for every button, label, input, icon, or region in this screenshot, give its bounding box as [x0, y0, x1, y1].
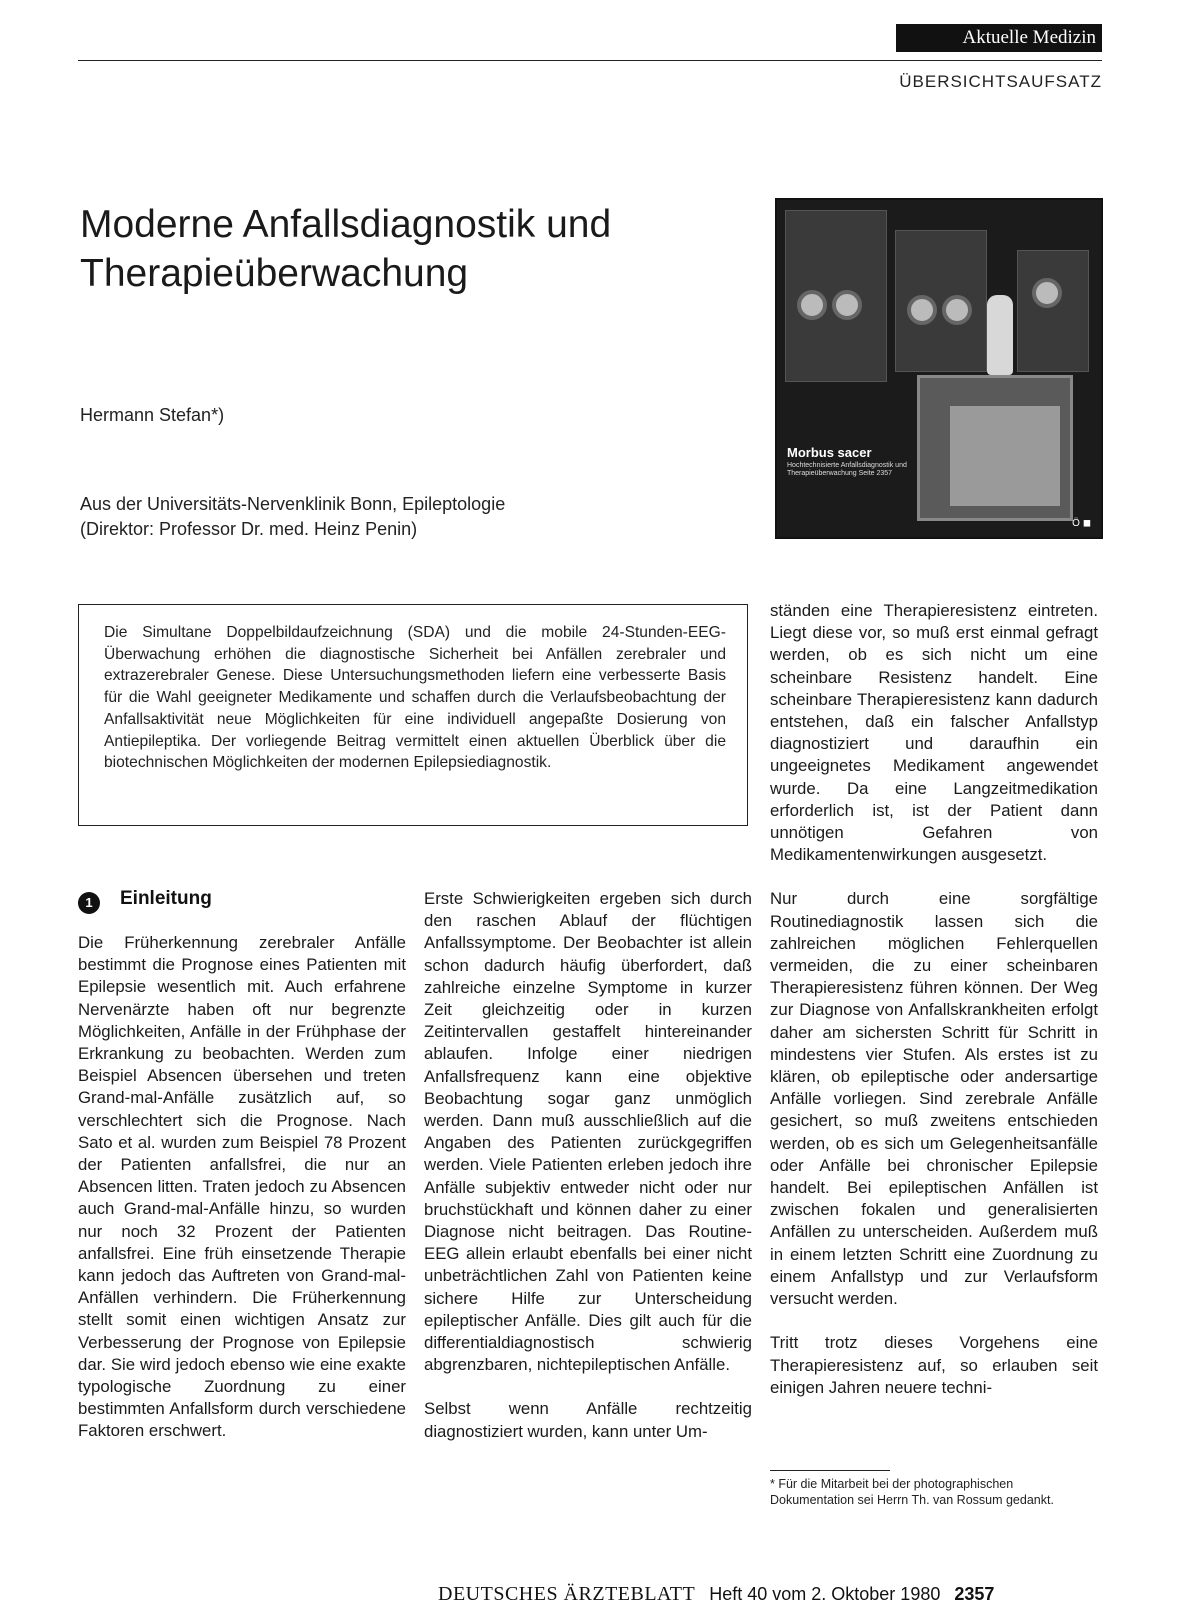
equipment-rack-right	[1017, 250, 1089, 372]
article-type-label: ÜBERSICHTSAUFSATZ	[899, 72, 1102, 91]
cover-logo: Ö ◼	[1072, 518, 1091, 529]
page-footer	[438, 1583, 1100, 1606]
cover-photo	[775, 198, 1103, 539]
paragraph: Selbst wenn Anfälle rechtzeitig diagnostiziert wurden, kann unter Um-	[424, 1399, 752, 1441]
paragraph: Erste Schwierigkeiten ergeben sich durch den raschen Ablauf der flüchtigen Anfallssymptome. Der Beobachter ist allein schon dadurch häufig überfordert, daß zahlreiche einzelne Symptome in kurzer Zeit gleichzeitig oder in kurzen Zeitintervallen gestaffelt hintereinander ablaufen. Infolge einer niedrigen Anfallsfrequenz kann eine objektive Beobachtung sogar ganz unmöglich werden. Dann muß ausschließlich auf die Angaben des Patienten zurückgegriffen werden. Viele Patienten erleben jedoch ihre Anfälle subjektiv entweder nicht oder nur bruchstückhaft und können daher zu einer Diagnose nicht beitragen. Das Routine-EEG allein erlaubt ebenfalls bei einer nicht unbeträchtlichen Zahl von Patienten keine sichere Hilfe zur Unterscheidung epileptischer Anfälle. Dies gilt auch für die differentialdiagnostisch schwierig abgrenzbaren, nichtepileptischen Anfälle.	[424, 889, 752, 1375]
cover-subtitle: Hochtechnisierte Anfallsdiagnostik und Therapieüberwachung Seite 2357	[787, 462, 907, 477]
journal-name: DEUTSCHES ÄRZTEBLATT	[438, 1583, 696, 1605]
affiliation-line-1: Aus der Universitäts-Nervenklinik Bonn, Epileptologie	[80, 494, 506, 514]
paragraph: Die Früherkennung zerebraler Anfälle bestimmt die Prognose eines Patienten mit Epilepsie wesentlich mit. Auch erfahrene Nervenärzte haben oft nur begrenzte Möglichkeiten, Anfälle in der Frühphase der Erkrankung zu beobachten. Werden zum Beispiel Absencen übersehen und treten Grand-mal-Anfälle zusätzlich auf, so verschlechtert sich die Prognose. Nach Sato et al. wurden zum Beispiel 78 Prozent der Patienten anfallsfrei, die nur an Absencen litten. Traten jedoch zu Absencen auch Grand-mal-Anfälle hinzu, so wurden nur noch 32 Prozent der Patienten anfallsfrei. Eine früh einsetzende Therapie kann jedoch das Auftreten von Grand-mal-Anfällen verhindern. Die Früherkennung stellt somit einen wichtigen Ansatz zur Verbesserung der Prognose von Epilepsie dar. Sie wird jedoch ebenso wie eine exakte typologische Zuordnung zu einer bestimmten Anfallsform durch verschiedene Faktoren erschwert.	[78, 933, 406, 1441]
article-author: Hermann Stefan*)	[80, 405, 225, 425]
tape-reel-icon	[797, 290, 827, 320]
section-heading: Einleitung	[120, 888, 212, 909]
section-number-badge: 1	[78, 892, 100, 914]
text-column-3	[770, 600, 1098, 1399]
text-column-2	[424, 888, 752, 1443]
article-affiliation	[80, 492, 505, 542]
paragraph: Tritt trotz dieses Vorgehens eine Therapieresistenz auf, so erlauben seit einigen Jahren neuere techni-	[770, 1333, 1098, 1397]
paragraph: Nur durch eine sorgfältige Routinediagnostik lassen sich die zahlreichen möglichen Fehlerquellen vermeiden, die zu einer scheinbaren Therapieresistenz führen können. Der Weg zur Diagnose von Anfallskrankheiten erfolgt daher am sichersten Schritt für Schritt in mindestens vier Stufen. Als erstes ist zu klären, ob epileptische oder andersartige Anfälle vorliegen. Sind zerebrale Anfälle gesichert, so muß zweitens entschieden werden, ob es sich um Gelegenheitsanfälle oder Anfälle bei chronischer Epilepsie handelt. Bei epileptischen Anfällen ist zwischen fokalen und generalisierten Anfällen zu unterscheiden. Außerdem muß in einem letzten Schritt eine Zuordnung zu einem Anfallstyp und zur Verlaufsform versucht werden.	[770, 889, 1098, 1309]
tape-reel-icon	[1032, 278, 1062, 308]
monitor-screen	[950, 406, 1060, 506]
abstract-text: Die Simultane Doppelbildaufzeichnung (SDA) und die mobile 24-Stunden-EEG-Überwachung erhöhen die diagnostische Sicherheit bei Anfällen zerebraler und extrazerebraler Genese. Diese Untersuchungsmethoden liefern eine verbesserte Basis für die Wahl geeigneter Medikamente und schaffen durch die Verlaufsbeobachtung der Anfallsaktivität neue Möglichkeiten für eine individuell angepaßte Dosierung von Antiepileptika. Der vorliegende Beitrag vermittelt einen aktuellen Überblick über die biotechnischen Möglichkeiten der modernen Epilepsiediagnostik.	[104, 624, 726, 772]
article-title: Moderne Anfallsdiagnostik und Therapieüberwachung	[80, 203, 612, 295]
header-rule	[78, 60, 1102, 61]
cover-title: Morbus sacer	[787, 445, 872, 460]
technician-figure	[987, 295, 1013, 375]
page-number: 2357	[954, 1584, 995, 1604]
tape-reel-icon	[832, 290, 862, 320]
issue-info: Heft 40 vom 2. Oktober 1980	[709, 1584, 941, 1604]
tape-reel-icon	[907, 295, 937, 325]
video-monitor	[917, 375, 1073, 521]
section-label: Aktuelle Medizin	[896, 24, 1102, 52]
paragraph: ständen eine Therapieresistenz eintreten. Liegt diese vor, so muß erst einmal gefragt werden, ob es sich nicht um eine scheinbare Resistenz handelt. Eine scheinbare Therapieresistenz kann dadurch entstehen, daß ein falscher Anfallstyp diagnostiziert und daraufhin ein ungeeignetes Medikament angewendet wurde. Da eine Langzeitmedikation erforderlich ist, ist der Patient dann unnötigen Gefahren von Medikamentenwirkungen ausgesetzt.	[770, 601, 1098, 865]
footnote: * Für die Mitarbeit bei der photographischen Dokumentation sei Herrn Th. van Rossum gedankt.	[770, 1477, 1054, 1507]
tape-reel-icon	[942, 295, 972, 325]
text-column-1	[78, 932, 406, 1443]
affiliation-line-2: (Direktor: Professor Dr. med. Heinz Penin)	[80, 519, 418, 539]
footnote-rule	[770, 1470, 890, 1471]
